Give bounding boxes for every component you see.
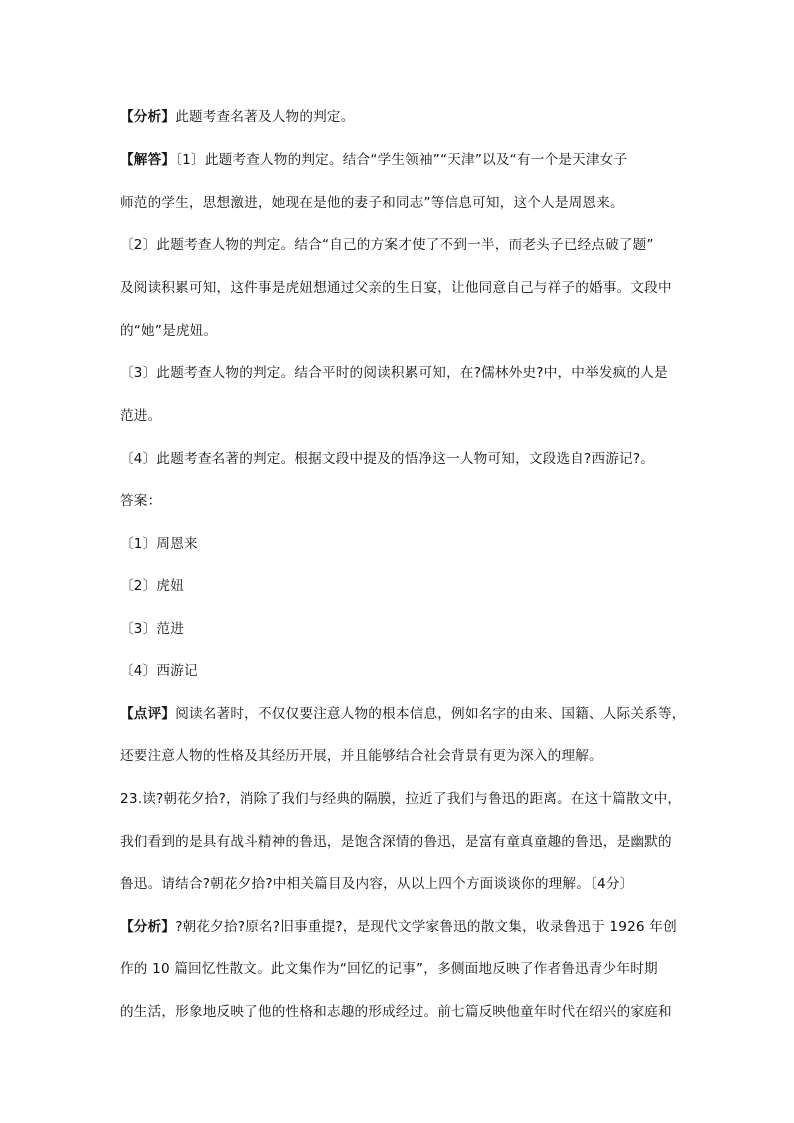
line-text: 的“她”是虎妞。 <box>120 323 218 339</box>
text-line <box>120 236 654 254</box>
section-tag: 【解答】 <box>120 152 176 168</box>
text-line <box>120 747 603 765</box>
line-text: 鲁迅。请结合?朝花夕拾?中相关篇目及内容，从以上四个方面谈谈你的理解。〔4分〕 <box>120 876 634 892</box>
line-text: 〔1〕此题考查人物的判定。结合“学生领袖”“天津”以及“有一个是天津女子 <box>175 152 628 168</box>
text-line <box>120 620 184 638</box>
text-line <box>120 535 198 553</box>
text-line <box>120 875 633 893</box>
text-line <box>120 194 624 212</box>
line-text: 〔3〕此题考查人物的判定。结合平时的阅读积累可知，在?儒林外史?中，中举发疯的人是 <box>120 365 668 381</box>
text-line <box>120 833 672 851</box>
line-text: 及阅读积累可知，这件事是虎妞想通过父亲的生日宴，让他同意自己与祥子的婚事。文段中 <box>120 280 672 296</box>
line-text: 〔4〕此题考查名著的判定。根据文段中提及的悟净这一人物可知，文段选自?西游记?。 <box>120 451 655 467</box>
line-text: 答案： <box>120 493 162 509</box>
line-text: 23.读?朝花夕拾?，消除了我们与经典的隔膜，拉近了我们与鲁迅的距离。在这十篇散文中， <box>120 791 682 807</box>
line-text: 〔1〕周恩来 <box>120 536 198 552</box>
line-text: 〔4〕西游记 <box>120 663 198 679</box>
text-line <box>120 151 627 169</box>
text-line <box>120 1003 672 1021</box>
section-tag: 【点评】 <box>120 706 176 722</box>
text-line <box>120 492 161 510</box>
line-text: 〔2〕此题考查人物的判定。结合“自己的方案才使了不到一半，而老头子已经点破了题” <box>120 237 654 253</box>
section-tag: 【分析】 <box>120 109 176 125</box>
line-text: 师范的学生，思想激进，她现在是他的妻子和同志”等信息可知，这个人是周恩来。 <box>120 195 624 211</box>
text-line <box>120 322 217 340</box>
text-line <box>120 577 184 595</box>
text-line <box>120 960 658 978</box>
text-line <box>120 364 668 382</box>
text-line <box>120 662 198 680</box>
section-tag: 【分析】 <box>120 919 176 935</box>
line-text: 阅读名著时，不仅仅要注意人物的根本信息，例如名字的由来、国籍、人际关系等， <box>175 706 686 722</box>
line-text: 还要注意人物的性格及其经历开展，并且能够结合社会背景有更为深入的理解。 <box>120 748 603 764</box>
line-text: 〔2〕虎妞 <box>120 578 185 594</box>
line-text: 我们看到的是具有战斗精神的鲁迅，是饱含深情的鲁迅，是富有童真童趣的鲁迅，是幽默的 <box>120 834 672 850</box>
line-text: 范进。 <box>120 408 162 424</box>
line-text: 的生活，形象地反映了他的性格和志趣的形成经过。前七篇反映他童年时代在绍兴的家庭和 <box>120 1004 672 1020</box>
text-line <box>120 705 686 723</box>
line-text: 作的 10 篇回忆性散文。此文集作为“回忆的记事”，多侧面地反映了作者鲁迅青少年时期 <box>120 961 658 977</box>
text-line <box>120 918 677 936</box>
line-text: ?朝花夕拾?原名?旧事重提?，是现代文学家鲁迅的散文集，收录鲁迅于 1926 年创 <box>175 919 677 935</box>
line-text: 此题考查名著及人物的判定。 <box>175 109 355 125</box>
text-line <box>120 450 654 468</box>
text-line <box>120 108 355 126</box>
line-text: 〔3〕范进 <box>120 621 185 637</box>
text-line <box>120 790 681 808</box>
text-line <box>120 279 672 297</box>
text-line <box>120 407 161 425</box>
